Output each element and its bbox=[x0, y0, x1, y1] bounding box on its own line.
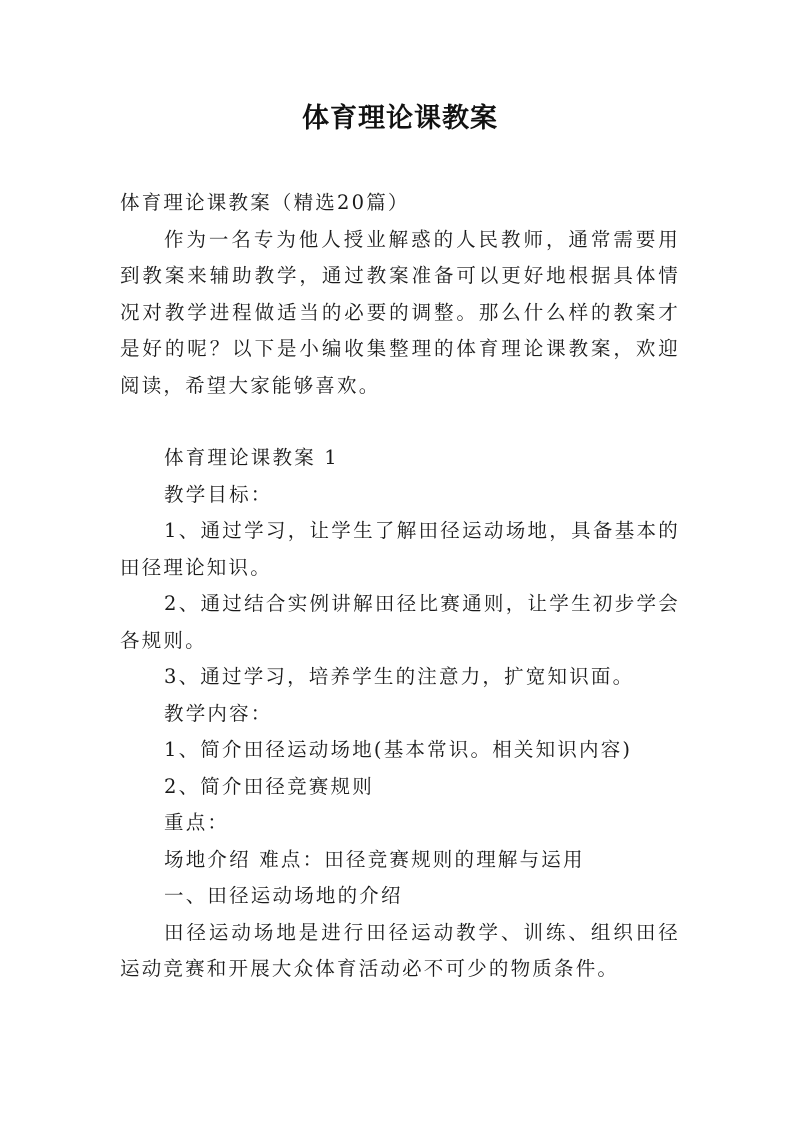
goal-item-1: 1、通过学习，让学生了解田径运动场地，具备基本的田径理论知识。 bbox=[120, 519, 680, 579]
key-heading: 重点： bbox=[164, 811, 230, 834]
document-body bbox=[120, 185, 680, 988]
document-subtitle: 体育理论课教案（精选20篇） bbox=[120, 191, 410, 214]
paragraph-spacer bbox=[120, 404, 680, 440]
goal-item-2: 2、通过结合实例讲解田径比赛通则，让学生初步学会各规则。 bbox=[120, 592, 680, 652]
content-heading: 教学内容： bbox=[164, 701, 273, 725]
content-item-1: 1、简介田径运动场地(基本常识。相关知识内容) bbox=[164, 738, 633, 761]
content-item-2: 2、简介田径竞赛规则 bbox=[164, 774, 374, 798]
part-1-paragraph: 田径运动场地是进行田径运动教学、训练、组织田径运动竞赛和开展大众体育活动必不可少的物质条件。 bbox=[120, 920, 680, 980]
part-1-heading: 一、田径运动场地的介绍 bbox=[164, 884, 403, 907]
goal-item-3: 3、通过学习，培养学生的注意力，扩宽知识面。 bbox=[164, 665, 635, 688]
key-difficulty-line: 场地介绍 难点：田径竞赛规则的理解与运用 bbox=[164, 847, 585, 871]
section-title: 体育理论课教案 1 bbox=[164, 446, 339, 469]
goals-heading: 教学目标： bbox=[164, 482, 273, 506]
document-title: 体育理论课教案 bbox=[302, 103, 498, 134]
intro-paragraph: 作为一名专为他人授业解惑的人民教师，通常需要用到教案来辅助教学，通过教案准备可以更好地根据具体情况对教学进程做适当的必要的调整。那么什么样的教案才是好的呢？以下是小编收集整理的体育理论课教案，欢迎阅读，希望大家能够喜欢。 bbox=[120, 227, 680, 397]
